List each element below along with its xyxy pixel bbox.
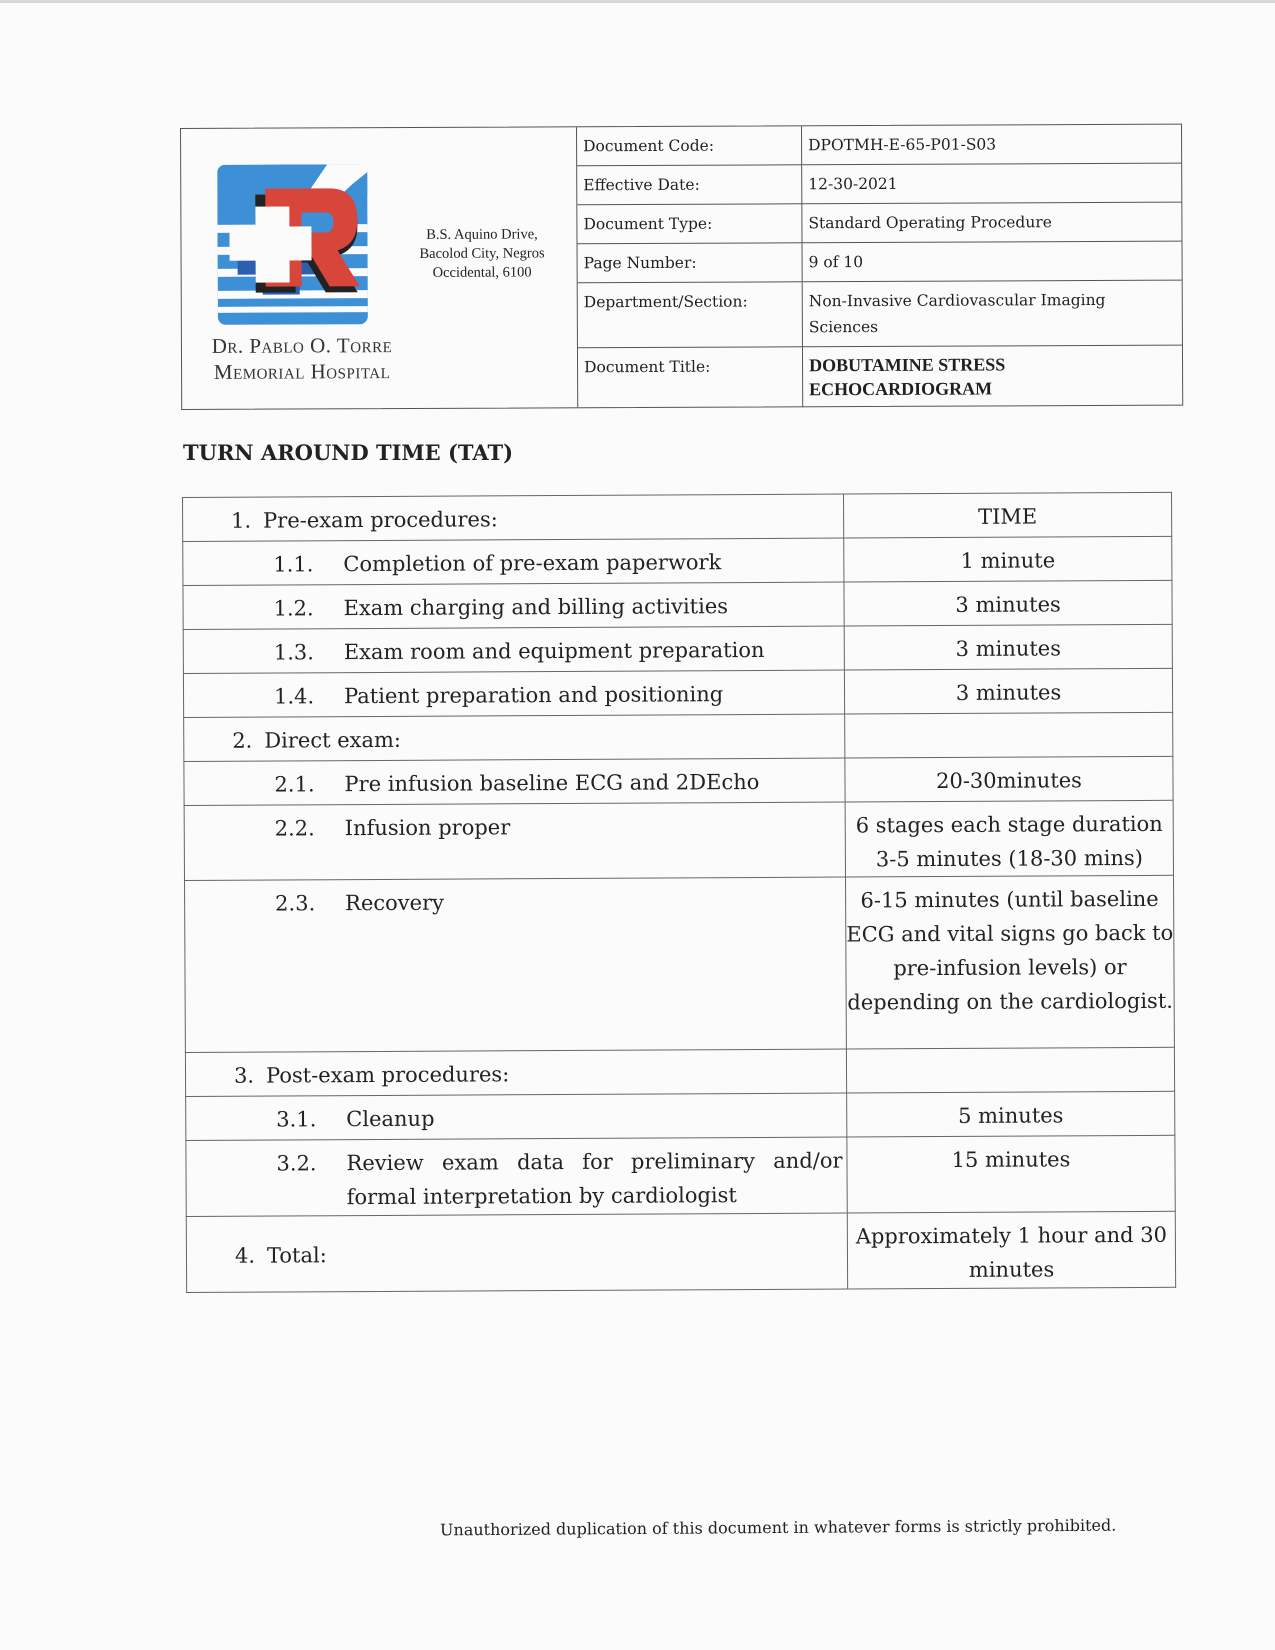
tat-time-cell: 15 minutes [847,1135,1175,1213]
tat-item-text: Post-exam procedures: [265,1062,510,1088]
hospital-logo-icon [217,164,378,335]
tat-time-cell [846,1047,1174,1093]
tat-item-text: Recovery [345,890,445,916]
tat-item-number: 2.1. [274,772,315,797]
meta-value: Standard Operating Procedure [802,202,1182,243]
tat-task-cell [185,1049,846,1096]
meta-label: Department/Section: [578,282,803,348]
tat-row [183,668,1172,717]
meta-label: Effective Date: [577,165,802,205]
tat-row [184,712,1173,761]
tat-row [185,875,1175,1052]
tat-row [183,624,1172,673]
tat-time-cell: 6-15 minutes (until baseline ECG and vital signs go back to pre-infusion levels) or depending on the cardiologist. [845,875,1174,1049]
tat-time-cell: 3 minutes [844,668,1172,714]
hospital-address: B.S. Aquino Drive, Bacolod City, Negros Occidental, 6100 [419,226,545,281]
tat-row [186,1211,1175,1292]
hospital-name-line2: Memorial Hospital [213,359,391,384]
hospital-name-line1: Dr. Pablo O. Torre [211,333,393,358]
tat-item-text: Pre-exam procedures: [263,507,498,533]
tat-table-wrapper [182,492,1176,1293]
logo-cell [181,127,578,409]
tat-task-cell [183,538,844,585]
tat-task-cell [183,670,844,717]
tat-row [183,580,1172,629]
tat-item-number: 3. [233,1063,255,1088]
tat-row [186,1091,1175,1140]
tat-task-cell [183,582,844,629]
tat-item-text: Direct exam: [264,727,402,753]
tat-time-cell: Approximately 1 hour and 30 minutes [847,1211,1175,1289]
meta-row [578,345,1182,408]
meta-row [577,163,1181,205]
tat-item-number: 3.2. [276,1151,317,1176]
tat-item-text: Completion of pre-exam paperwork [343,550,722,577]
tat-item-number: 1.1. [273,552,314,577]
tat-time-cell [845,712,1173,758]
tat-item-number: 1. [231,508,252,533]
meta-label: Page Number: [578,243,803,283]
tat-task-cell [185,877,847,1052]
footer-notice: Unauthorized duplication of this document in whatever forms is strictly prohibited. [439,1515,1117,1540]
tat-item-number: 1.2. [273,596,314,621]
tat-task-cell [186,1093,847,1140]
meta-row [577,125,1181,166]
tat-time-cell: 3 minutes [844,580,1172,626]
meta-value: 9 of 10 [802,241,1182,282]
tat-item-text: Exam charging and billing activities [343,594,729,621]
meta-value: DOBUTAMINE STRESS ECHOCARDIOGRAM [808,354,1006,400]
tat-item-number: 3.1. [276,1107,317,1132]
tat-task-cell [184,802,845,880]
tat-time-cell: 20-30minutes [845,756,1173,802]
page-top-edge [0,0,1275,3]
section-title: TURN AROUND TIME (TAT) [183,440,514,465]
tat-table [182,492,1176,1293]
tat-task-cell [183,494,844,541]
meta-value: DPOTMH-E-65-P01-S03 [801,125,1181,165]
document-meta-table [577,125,1182,409]
tat-time-cell: 3 minutes [844,624,1172,670]
meta-label: Document Title: [578,347,803,408]
tat-task-cell [183,626,844,673]
tat-item-text: Patient preparation and positioning [343,682,724,709]
tat-item-text: Pre infusion baseline ECG and 2DEcho [344,769,760,797]
tat-row [183,536,1172,585]
tat-task-cell [186,1137,847,1216]
tat-task-cell [186,1213,847,1292]
meta-row [578,241,1182,283]
tat-item-text: Review exam data for preliminary and/or formal interpretation by cardiologist [346,1148,843,1210]
tat-task-cell [184,758,845,805]
tat-item-number: 1.3. [273,640,314,665]
tat-item-number: 1.4. [273,684,315,709]
document-header [180,124,1183,410]
tat-row [184,800,1173,880]
meta-row [577,202,1181,244]
tat-row [183,492,1172,541]
tat-task-cell [184,714,845,761]
tat-time-cell: 5 minutes [847,1091,1175,1137]
hospital-name [192,332,412,385]
tat-time-cell: 6 stages each stage duration 3-5 minutes (18-30 mins) [845,800,1173,877]
tat-item-text: Infusion proper [344,815,511,841]
tat-row [185,1047,1174,1096]
tat-item-number: 2. [232,728,253,753]
meta-label: Document Code: [577,126,802,165]
meta-value: 12-30-2021 [802,163,1182,204]
meta-label: Document Type: [577,204,802,244]
tat-item-number: 4. [234,1243,256,1268]
tat-time-header: TIME [843,492,1171,538]
tat-time-cell: 1 minute [844,536,1172,582]
tat-item-number: 2.2. [274,816,315,841]
tat-row [186,1135,1175,1216]
meta-row [578,280,1182,348]
tat-item-text: Exam room and equipment preparation [343,637,765,665]
tat-item-text: Cleanup [346,1106,435,1132]
tat-item-text: Total: [266,1243,327,1268]
tat-item-number: 2.3. [275,891,316,916]
tat-row [184,756,1173,805]
meta-value: Non-Invasive Cardiovascular Imaging Sciences [802,280,1182,347]
